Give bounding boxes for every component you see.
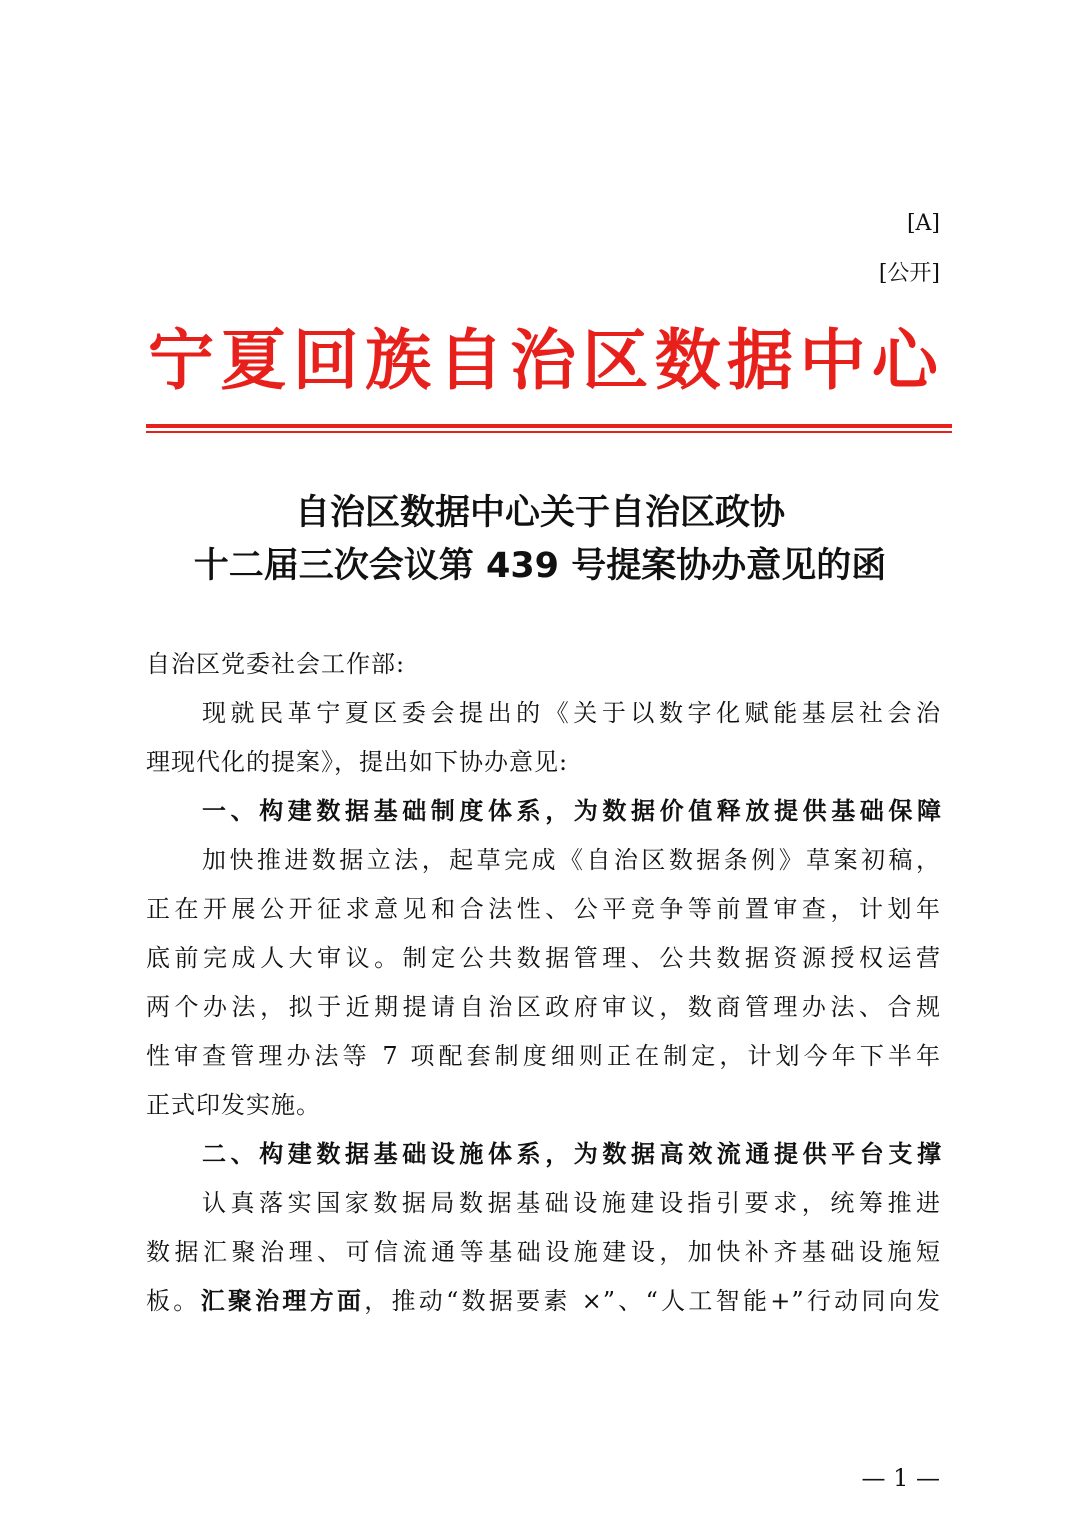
document-title-line-1: 自治区数据中心关于自治区政协 (294, 493, 785, 533)
section-heading: 一、构建数据基础制度体系，为数据价值释放提供基础保障 (202, 797, 941, 825)
letterhead-char: 夏 (220, 322, 287, 399)
letterhead-char: 宁 (148, 322, 214, 399)
body-line: 正在开展公开征求意见和合法性、公平竞争等前置审查，计划年 (146, 895, 941, 923)
letterhead-char: 族 (365, 322, 432, 399)
body-line: 性审查管理办法等 7 项配套制度细则正在制定，计划今年下半年 (146, 1042, 941, 1070)
body-line: 认真落实国家数据局数据基础设施建设指引要求，统筹推进 (202, 1189, 941, 1217)
salutation: 自治区党委社会工作部: (146, 650, 406, 678)
body-text: 板。 (146, 1287, 201, 1315)
letter-body (146, 640, 941, 1326)
body-line (146, 1277, 941, 1326)
disclosure-tag: [公开] (878, 261, 940, 286)
inline-emphasis: 汇聚治理方面 (200, 1287, 365, 1315)
letterhead-char: 心 (871, 322, 938, 399)
letterhead-char: 中 (799, 322, 866, 399)
body-text: ，推动“数据要素 ×”、“人工智能+”行动同向发 (364, 1287, 941, 1315)
body-line: 正式印发实施。 (146, 1091, 321, 1119)
letterhead-rule-thin (146, 431, 952, 433)
letterhead-char: 回 (292, 322, 359, 399)
letterhead-rule-thick (146, 424, 952, 428)
page-number: — 1 — (861, 1464, 940, 1492)
body-line: 底前完成人大审议。制定公共数据管理、公共数据资源授权运营 (146, 944, 941, 972)
letterhead-char: 数 (654, 322, 721, 399)
body-line: 现就民革宁夏区委会提出的《关于以数字化赋能基层社会治 (202, 699, 941, 727)
body-line: 两个办法，拟于近期提请自治区政府审议，数商管理办法、合规 (146, 993, 941, 1021)
organization-letterhead (148, 316, 938, 406)
letterhead-char: 自 (437, 322, 504, 399)
section-heading: 二、构建数据基础设施体系，为数据高效流通提供平台支撑 (202, 1140, 941, 1168)
body-line: 加快推进数据立法，起草完成《自治区数据条例》草案初稿， (202, 846, 941, 874)
classification-tag: [A] (906, 211, 940, 236)
letterhead-char: 据 (727, 322, 794, 399)
letterhead-char: 区 (582, 322, 649, 399)
document-title-line-2: 十二届三次会议第 439 号提案协办意见的函 (193, 546, 887, 586)
body-line: 理现代化的提案》，提出如下协办意见: (146, 748, 569, 776)
letterhead-char: 治 (509, 322, 576, 399)
body-line: 数据汇聚治理、可信流通等基础设施建设，加快补齐基础设施短 (146, 1238, 941, 1266)
